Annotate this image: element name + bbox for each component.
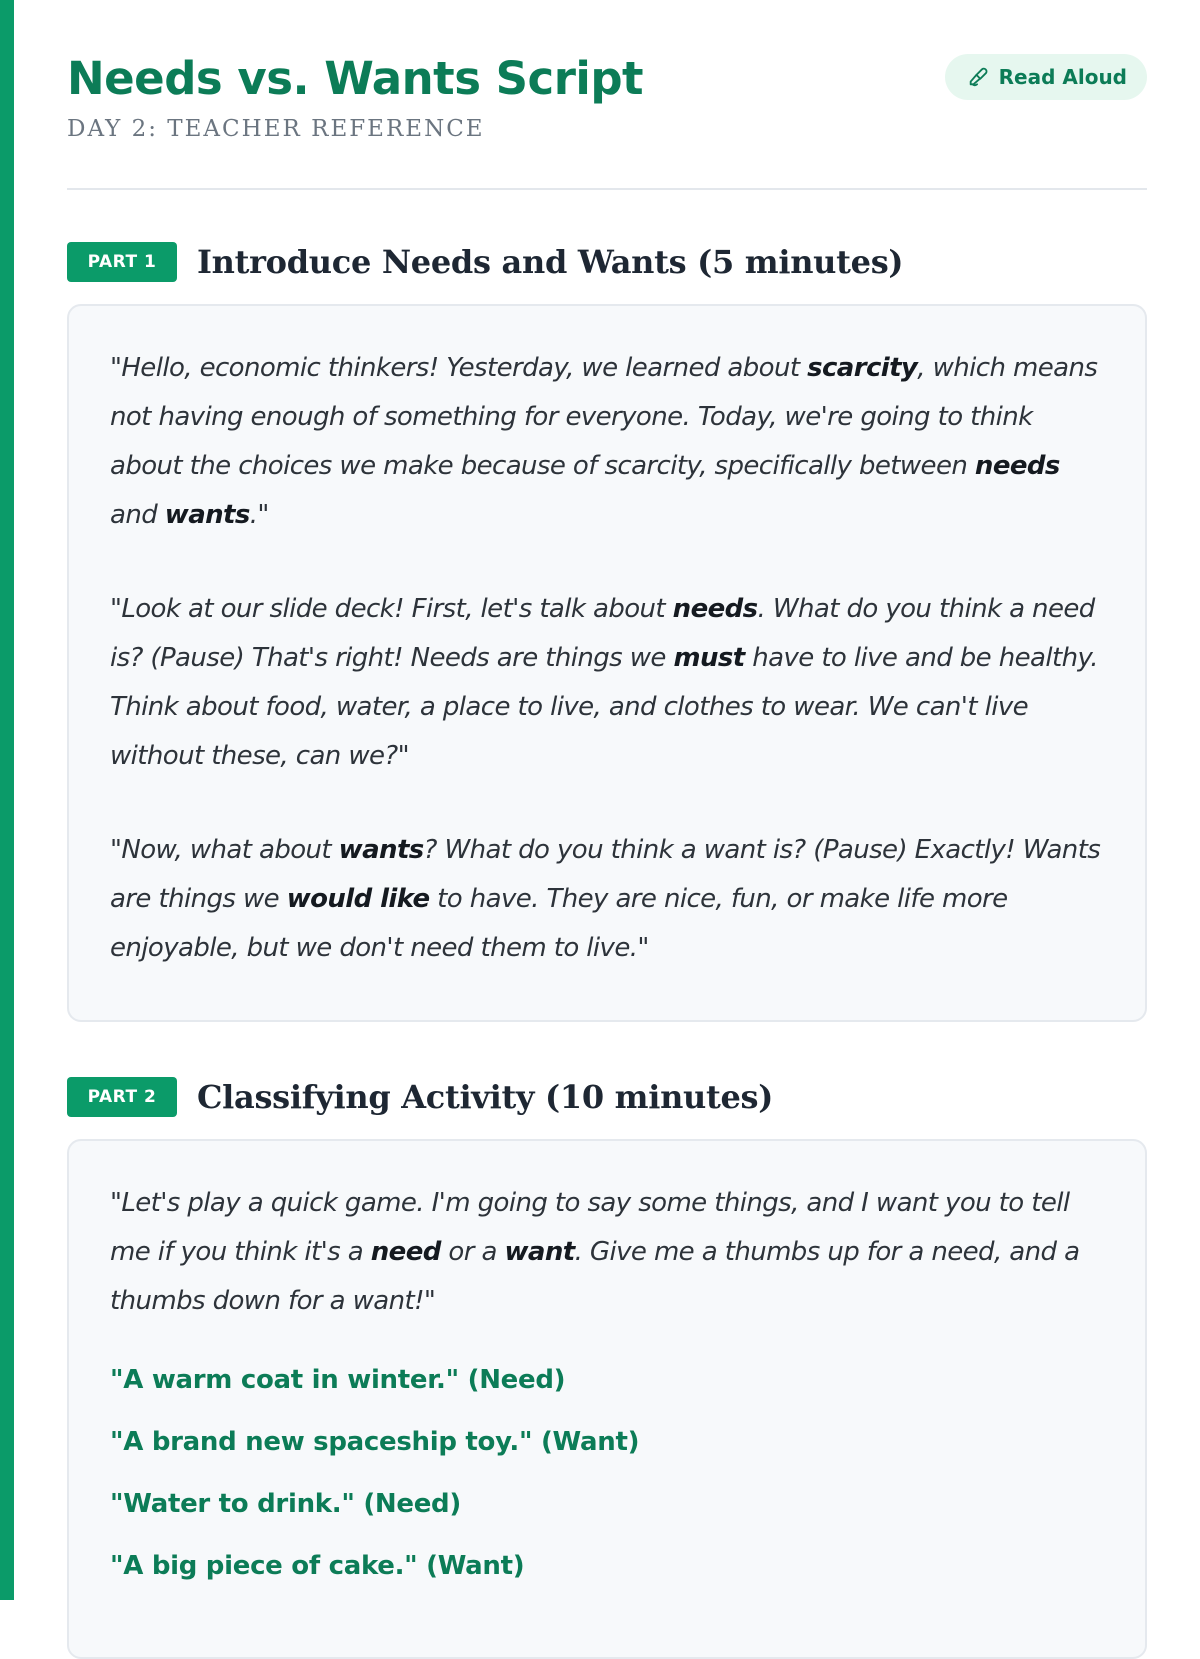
page-subtitle: DAY 2: TEACHER REFERENCE — [67, 116, 485, 142]
part-badge: PART 1 — [67, 242, 177, 282]
emphasis-term: need — [370, 1237, 441, 1267]
script-text: "Look at our slide deck! First, let's talk about — [110, 594, 673, 624]
script-paragraph — [110, 585, 1105, 781]
script-text: have to live and be healthy. Think about food, water, a place to live, and clothes to wear. We can't live without these, can we?" — [110, 643, 1098, 771]
example-item: "A big piece of cake." (Want) — [110, 1551, 525, 1581]
example-list — [110, 1349, 1105, 1597]
emphasis-term: needs — [974, 451, 1060, 481]
script-text: "Hello, economic thinkers! Yesterday, we learned about — [110, 353, 808, 383]
microphone-icon — [967, 66, 989, 88]
script-paragraph — [110, 1179, 1105, 1326]
accent-bar — [0, 0, 14, 1600]
section-title: Introduce Needs and Wants (5 minutes) — [197, 243, 904, 281]
section-title: Classifying Activity (10 minutes) — [197, 1078, 774, 1116]
emphasis-term: wants — [338, 835, 424, 865]
emphasis-term: wants — [164, 500, 250, 530]
script-text: ." — [249, 500, 269, 530]
script-text: . Give me a thumbs up for a need, and a thumbs down for a want!" — [110, 1237, 1080, 1316]
read-aloud-button[interactable] — [945, 54, 1147, 100]
script-text: to have. They are nice, fun, or make life more enjoyable, but we don't need them to live." — [110, 884, 1008, 963]
script-text: "Now, what about — [110, 835, 339, 865]
script-text: ? What do you think a want is? (Pause) Exactly! Wants are things we — [110, 835, 1101, 914]
script-text: . What do you think a need is? (Pause) That's right! Needs are things we — [110, 594, 1095, 673]
emphasis-term: would like — [286, 884, 430, 914]
page-header — [67, 0, 1147, 190]
script-page — [67, 0, 1147, 1659]
script-text: or a — [440, 1237, 505, 1267]
read-aloud-label: Read Aloud — [998, 65, 1127, 89]
script-text: and — [110, 500, 165, 530]
script-paragraph — [110, 826, 1105, 973]
emphasis-term: needs — [672, 594, 758, 624]
emphasis-term: must — [673, 643, 745, 673]
part-badge: PART 2 — [67, 1077, 177, 1117]
page-title: Needs vs. Wants Script — [67, 52, 644, 105]
script-paragraph — [110, 344, 1105, 540]
emphasis-term: scarcity — [807, 353, 918, 383]
section-1-card — [67, 304, 1147, 1022]
script-text: , which means not having enough of something for everyone. Today, we're going to think about the choices we make because of scarcity, specifically between — [110, 353, 1098, 481]
emphasis-term: want — [504, 1237, 575, 1267]
section-1-header — [67, 242, 1147, 282]
section-2-card — [67, 1139, 1147, 1659]
example-item: "Water to drink." (Need) — [110, 1489, 461, 1519]
script-text: "Let's play a quick game. I'm going to say some things, and I want you to tell me if you think it's a — [110, 1188, 1070, 1267]
example-item: "A brand new spaceship toy." (Want) — [110, 1427, 640, 1457]
example-item: "A warm coat in winter." (Need) — [110, 1365, 566, 1395]
section-2-header — [67, 1077, 1147, 1117]
